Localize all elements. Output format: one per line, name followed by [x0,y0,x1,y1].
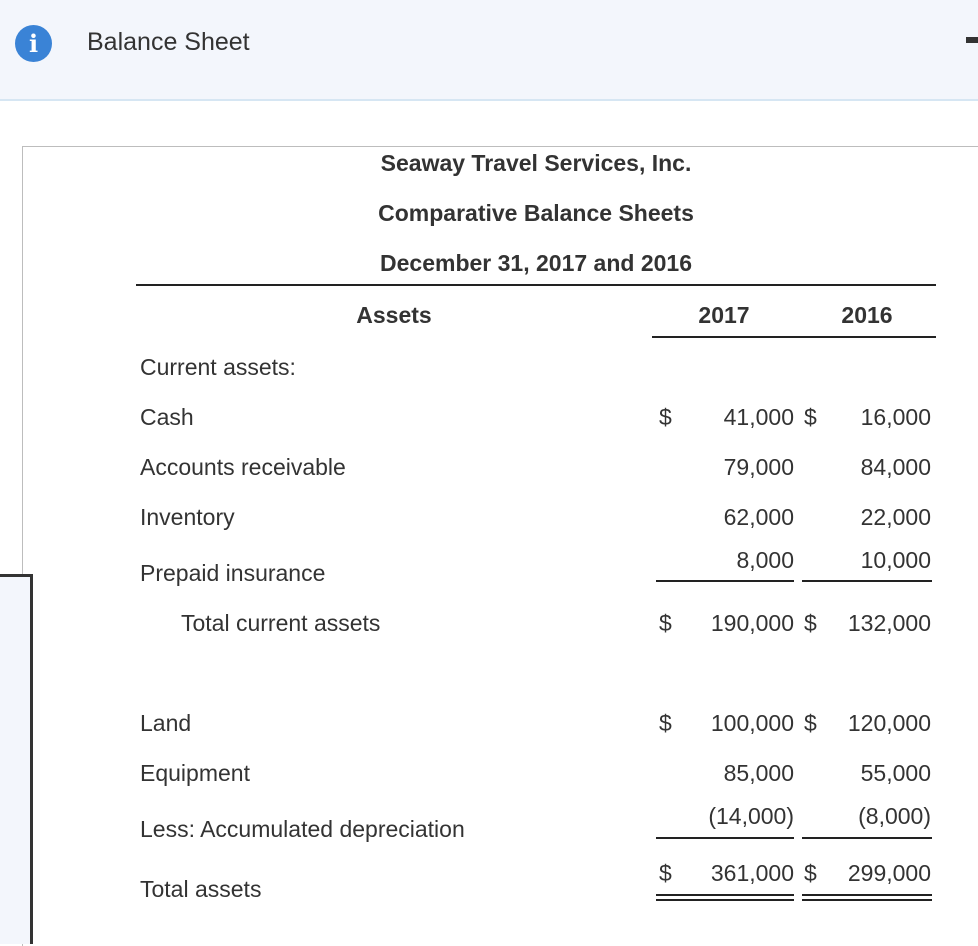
double-rule-2017 [656,899,794,901]
header-bar [0,0,978,101]
row-label-cash: Cash [140,404,194,430]
total-current-assets-2016: 132,000 [847,610,931,636]
currency-sign: $ [804,860,817,886]
currency-sign: $ [804,404,817,430]
cash-2017: 41,000 [723,404,794,430]
cash-2016: 16,000 [860,404,931,430]
double-rule-2017 [656,894,794,896]
company-name: Seaway Travel Services, Inc. [380,150,692,176]
row-label-inventory: Inventory [140,504,235,530]
equipment-2016: 55,000 [860,760,931,786]
column-header-rule [652,336,936,338]
statement-period: December 31, 2017 and 2016 [380,250,692,276]
row-label-total-assets: Total assets [140,876,262,902]
row-label-equipment: Equipment [140,760,250,786]
accumulated-depreciation-2016: (8,000) [858,803,931,829]
inventory-2017: 62,000 [723,504,794,530]
prepaid-insurance-2016: 10,000 [860,547,931,573]
subtotal-rule-2017 [656,837,794,839]
total-assets-2017: 361,000 [710,860,794,886]
equipment-2017: 85,000 [723,760,794,786]
section-current-assets: Current assets: [140,354,296,380]
land-2016: 120,000 [847,710,931,736]
total-assets-2016: 299,000 [847,860,931,886]
subtotal-rule-2016 [802,837,932,839]
subtotal-rule-2017 [656,580,794,582]
inventory-2016: 22,000 [860,504,931,530]
currency-sign: $ [804,710,817,736]
heading-rule [136,284,936,286]
currency-sign: $ [659,710,672,736]
column-header-2016: 2016 [841,302,893,328]
double-rule-2016 [802,899,932,901]
statement-title: Comparative Balance Sheets [378,200,694,226]
row-label-prepaid-insurance: Prepaid insurance [140,560,326,586]
row-label-accounts-receivable: Accounts receivable [140,454,346,480]
total-current-assets-2017: 190,000 [710,610,794,636]
column-header-assets: Assets [356,302,432,328]
currency-sign: $ [659,404,672,430]
accumulated-depreciation-2017: (14,000) [708,803,794,829]
prepaid-insurance-2017: 8,000 [736,547,794,573]
side-panel [0,574,33,944]
accounts-receivable-2016: 84,000 [860,454,931,480]
subtotal-rule-2016 [802,580,932,582]
double-rule-2016 [802,894,932,896]
header-title: Balance Sheet [87,28,250,56]
land-2017: 100,000 [710,710,794,736]
row-label-total-current-assets: Total current assets [181,610,381,636]
accounts-receivable-2017: 79,000 [723,454,794,480]
currency-sign: $ [659,610,672,636]
currency-sign: $ [804,610,817,636]
row-label-land: Land [140,710,192,736]
row-label-accumulated-depreciation: Less: Accumulated depreciation [140,816,465,842]
column-header-2017: 2017 [698,302,750,328]
info-icon[interactable]: i [15,25,52,62]
currency-sign: $ [659,860,672,886]
collapse-icon[interactable] [966,37,978,43]
